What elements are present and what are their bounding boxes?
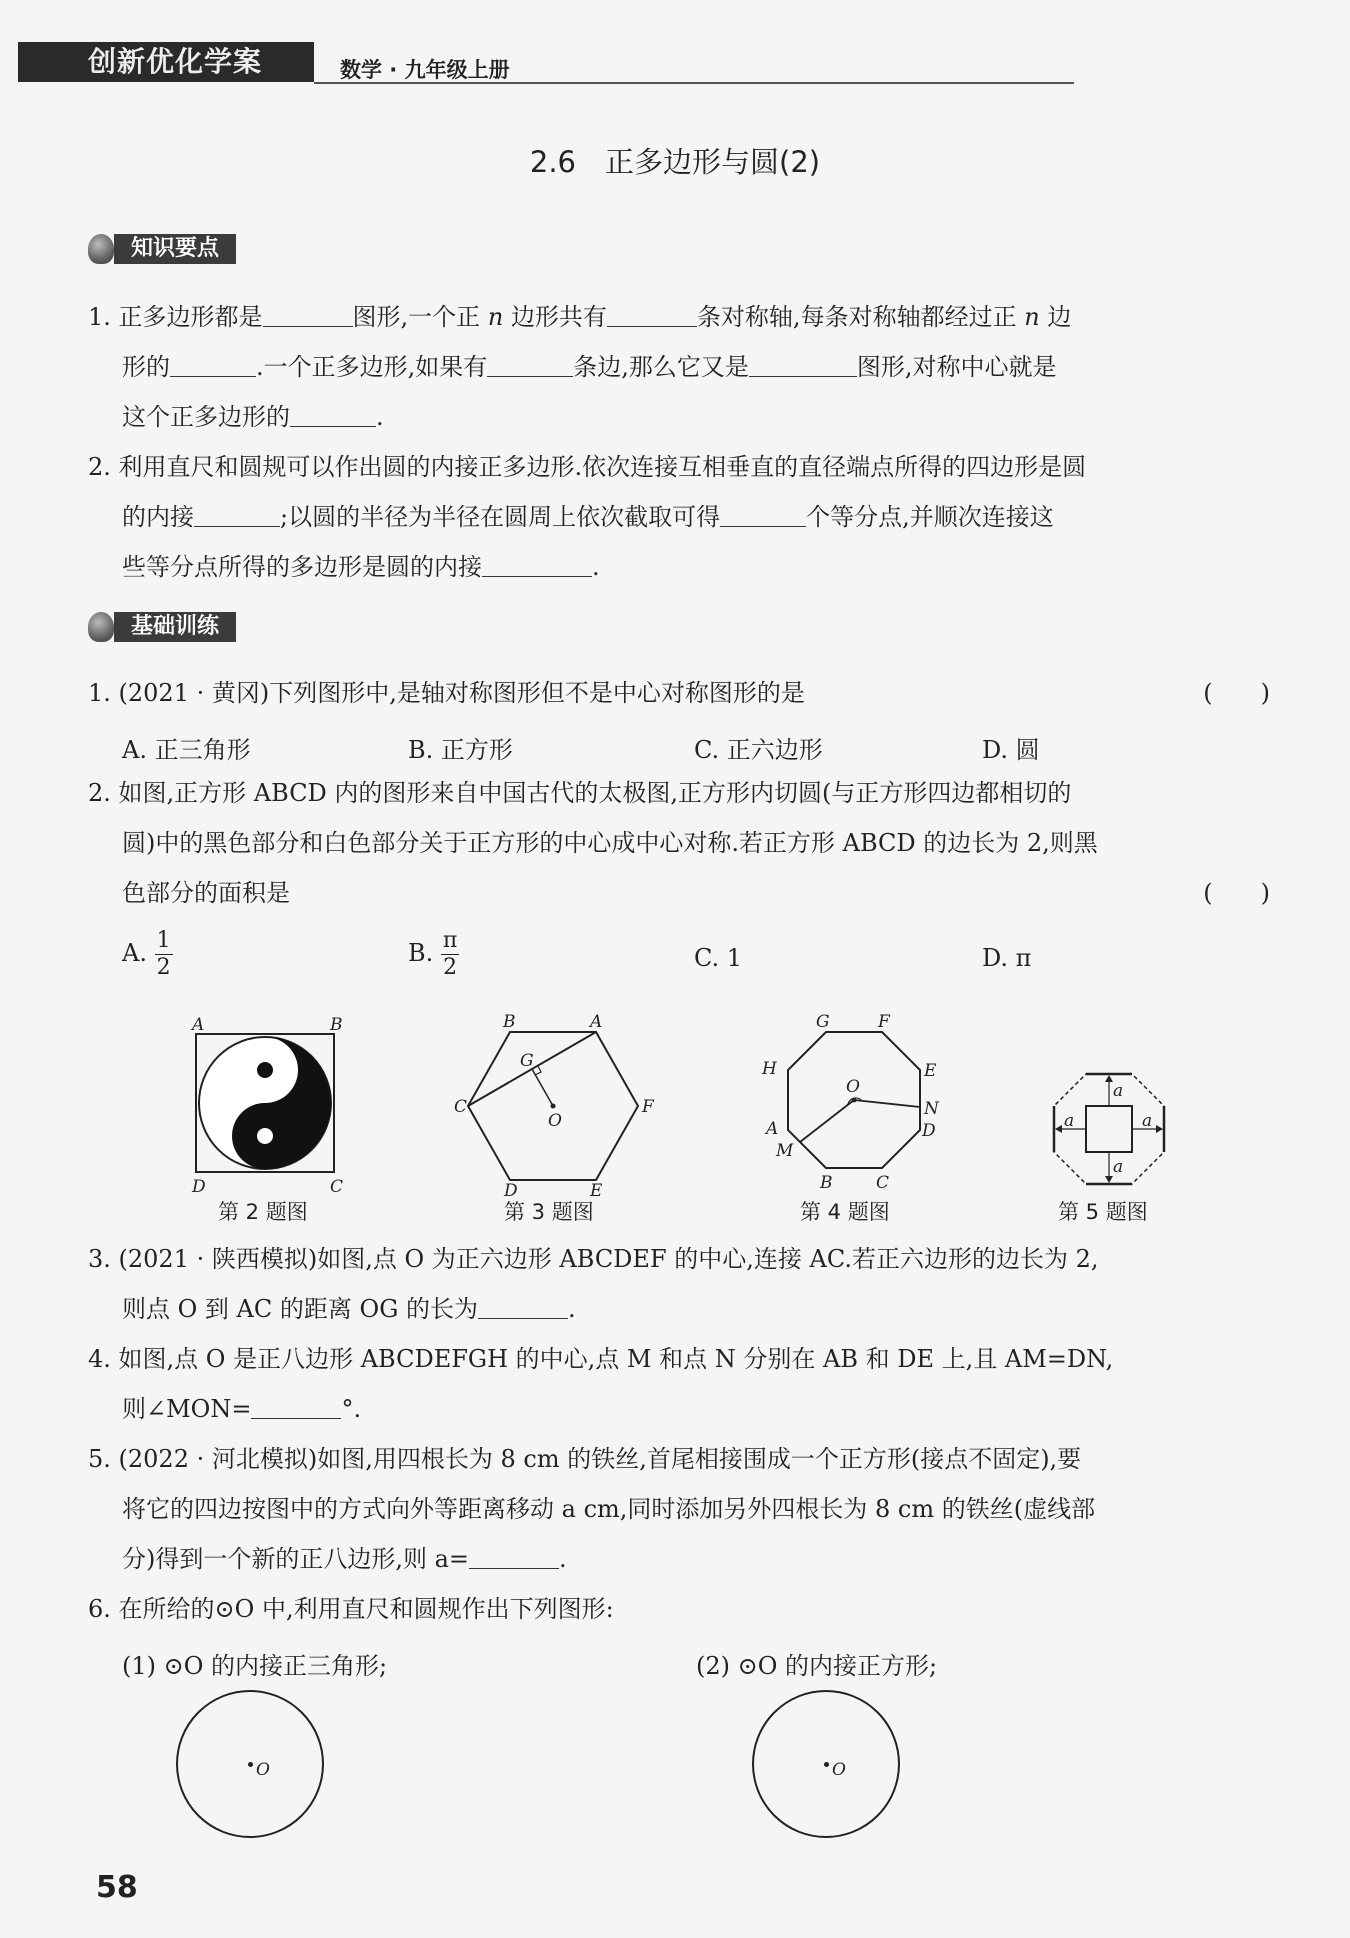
lesson-title: 2.6 正多边形与圆(2) (529, 145, 821, 179)
center-label: O (256, 1760, 270, 1780)
figure-2-taiji (186, 1012, 356, 1198)
line (88, 1534, 1270, 1584)
q6-sub2: (2) ⊙O 的内接正方形; (696, 1652, 938, 1680)
question-text: 3. (2021 · 陕西模拟)如图,点 O 为正六边形 ABCDEF 的中心,连接 AC.若正六边形的边长为 2, (88, 1245, 1099, 1273)
label-o: O (548, 1111, 562, 1131)
label-a-right: a (1142, 1111, 1153, 1131)
figure-3-hexagon (448, 1010, 658, 1196)
fraction (441, 928, 459, 981)
question-text: 分)得到一个新的正八边形,则 a= (122, 1545, 470, 1573)
page-number: 58 (96, 1870, 138, 1905)
basic-q3 (88, 1234, 1270, 1334)
answer-blank[interactable] (263, 300, 353, 327)
option-prefix: B. (408, 939, 434, 967)
text-span: . (592, 553, 600, 581)
label-g: G (520, 1051, 534, 1071)
text-span: .一个正多边形,如果有 (256, 353, 488, 381)
text-span: 个等分点,并顺次连接这 (806, 503, 1054, 531)
label-d: D (192, 1177, 206, 1197)
subject-label: 数学 · 九年级上册 (340, 58, 510, 82)
section-basic-label: 基础训练 (114, 612, 236, 642)
text-span: ;以圆的半径为半径在圆周上依次截取可得 (280, 503, 721, 531)
label-b: B (820, 1173, 833, 1193)
center-dot (248, 1762, 253, 1767)
brand-logo: 创新优化学案 (18, 42, 314, 82)
text-span: 形的 (122, 353, 170, 381)
label-e: E (924, 1061, 937, 1081)
fraction (155, 928, 173, 981)
text-span: 这个正多边形的 (122, 403, 290, 431)
basic-q4 (88, 1334, 1270, 1434)
option-d: D. π (982, 944, 1032, 972)
line (88, 392, 1270, 442)
q-number: 1. (88, 303, 111, 331)
fig2-caption: 第 2 题图 (218, 1200, 308, 1224)
figure-4-octagon (754, 1010, 954, 1196)
section-knowledge-label: 知识要点 (114, 234, 236, 264)
var-n: n (1024, 303, 1040, 331)
fig5-caption: 第 5 题图 (1058, 1200, 1148, 1224)
text-span: 些等分点所得的多边形是圆的内接 (122, 553, 482, 581)
arrowhead-right (1156, 1125, 1163, 1133)
question-text: 则点 O 到 AC 的距离 OG 的长为 (122, 1295, 478, 1323)
label-d: D (504, 1181, 518, 1196)
label-b: B (330, 1015, 343, 1035)
label-g: G (816, 1012, 830, 1032)
option-b: B. 正方形 (408, 736, 513, 764)
answer-blank[interactable] (482, 550, 592, 577)
q-number: 2. (88, 453, 111, 481)
label-o: O (846, 1077, 860, 1097)
label-c: C (454, 1097, 468, 1117)
circle-o-2[interactable] (752, 1690, 900, 1838)
label-h: H (762, 1059, 777, 1079)
line (88, 542, 1270, 592)
option-a (122, 928, 173, 981)
arrowhead-left (1055, 1125, 1062, 1133)
denominator: 2 (443, 955, 458, 980)
center-o (551, 1104, 556, 1109)
text-span: °. (341, 1395, 362, 1423)
question-text: 1. (2021 · 黄冈)下列图形中,是轴对称图形但不是中心对称图形的是 (88, 679, 805, 707)
label-d: D (922, 1121, 936, 1141)
label-c: C (330, 1177, 344, 1197)
answer-blank[interactable] (170, 350, 256, 377)
fig4-caption: 第 4 题图 (800, 1200, 890, 1224)
line (88, 1284, 1270, 1334)
lightbulb-icon (88, 234, 114, 264)
text-span: 的内接 (122, 503, 194, 531)
lightbulb-icon (88, 612, 114, 642)
label-c: C (876, 1173, 890, 1193)
text-span: 条边,那么它又是 (573, 353, 749, 381)
segment-on (854, 1100, 920, 1107)
question-text: 色部分的面积是 (122, 879, 290, 907)
question-text: 6. 在所给的⊙O 中,利用直尺和圆规作出下列图形: (88, 1595, 614, 1623)
answer-blank[interactable] (607, 300, 697, 327)
knowledge-q2 (88, 442, 1270, 592)
text-span: 利用直尺和圆规可以作出圆的内接正多边形.依次连接互相垂直的直径端点所得的四边形是圆 (118, 453, 1087, 481)
answer-blank[interactable] (290, 400, 376, 427)
label-n: N (924, 1099, 939, 1119)
label-a-left: a (1064, 1111, 1075, 1131)
line (88, 1384, 1270, 1434)
circle-o-1[interactable] (176, 1690, 324, 1838)
answer-parens[interactable]: ( ) (1203, 679, 1270, 707)
figure-5-octagon-wire (1044, 1066, 1174, 1192)
numerator: π (442, 928, 458, 953)
center-dot (824, 1762, 829, 1767)
option-d: D. 圆 (982, 736, 1040, 764)
basic-q1 (88, 668, 1270, 718)
answer-parens[interactable]: ( ) (1203, 879, 1270, 907)
segment-om (800, 1100, 854, 1142)
text-span: 图形,一个正 (352, 303, 481, 331)
label-a: A (192, 1015, 205, 1035)
page-header (18, 42, 1058, 82)
question-text: 则∠MON= (122, 1395, 252, 1423)
denominator: 2 (156, 955, 171, 980)
option-c: C. 正六边形 (694, 736, 823, 764)
arrowhead-up (1105, 1075, 1113, 1082)
answer-blank[interactable] (478, 1292, 568, 1319)
center-label: O (832, 1760, 846, 1780)
answer-blank[interactable] (720, 500, 806, 527)
line (88, 342, 1270, 392)
answer-blank[interactable] (469, 1542, 559, 1569)
label-a-top: a (1113, 1081, 1124, 1101)
center-o (852, 1098, 857, 1103)
text-span: 边形共有 (510, 303, 607, 331)
q6-sub1: (1) ⊙O 的内接正三角形; (122, 1652, 388, 1680)
option-prefix: A. (122, 939, 147, 967)
text-span: 正多边形都是 (118, 303, 263, 331)
label-m: M (776, 1141, 794, 1161)
question-text: 将它的四边按图中的方式向外等距离移动 a cm,同时添加另外四根长为 8 cm 的铁丝(虚线部 (122, 1495, 1096, 1523)
basic-q6 (88, 1584, 1270, 1634)
line (88, 492, 1270, 542)
option-b (408, 928, 459, 981)
question-text: 4. 如图,点 O 是正八边形 ABCDEFGH 的中心,点 M 和点 N 分别在 AB 和 DE 上,且 AM=DN, (88, 1345, 1114, 1373)
text-span: 图形,对称中心就是 (856, 353, 1057, 381)
question-text: 5. (2022 · 河北模拟)如图,用四根长为 8 cm 的铁丝,首尾相接围成一个正方形(接点不固定),要 (88, 1445, 1082, 1473)
inner-square (1086, 1106, 1132, 1152)
numerator: 1 (156, 928, 171, 953)
label-f: F (878, 1012, 890, 1032)
fig3-caption: 第 3 题图 (504, 1200, 594, 1224)
label-a-bottom: a (1113, 1157, 1124, 1177)
basic-q2 (88, 768, 1270, 918)
text-span: . (376, 403, 384, 431)
answer-blank[interactable] (487, 350, 573, 377)
answer-blank[interactable] (251, 1392, 341, 1419)
taiji-dot-black (257, 1062, 273, 1078)
option-a: A. 正三角形 (122, 736, 251, 764)
answer-blank[interactable] (749, 350, 857, 377)
label-b: B (503, 1012, 516, 1032)
question-text: 2. 如图,正方形 ABCD 内的图形来自中国古代的太极图,正方形内切圆(与正方形四边都相切的 (88, 779, 1072, 807)
taiji-dot-white (257, 1128, 273, 1144)
label-a: A (766, 1119, 779, 1139)
basic-q5 (88, 1434, 1270, 1584)
label-e: E (590, 1181, 603, 1196)
label-f: F (642, 1097, 654, 1117)
header-rule (314, 82, 1074, 84)
knowledge-q1 (88, 292, 1270, 442)
arrowhead-down (1105, 1176, 1113, 1183)
var-n: n (487, 303, 504, 331)
line (88, 868, 1270, 918)
text-span: . (559, 1545, 567, 1573)
text-span: 条对称轴,每条对称轴都经过正 (696, 303, 1017, 331)
option-c: C. 1 (694, 944, 743, 972)
question-text: 圆)中的黑色部分和白色部分关于正方形的中心成中心对称.若正方形 ABCD 的边长为 2,则黑 (122, 829, 1098, 857)
label-a: A (590, 1012, 603, 1032)
answer-blank[interactable] (194, 500, 280, 527)
text-span: 边 (1047, 303, 1072, 331)
text-span: . (568, 1295, 576, 1323)
